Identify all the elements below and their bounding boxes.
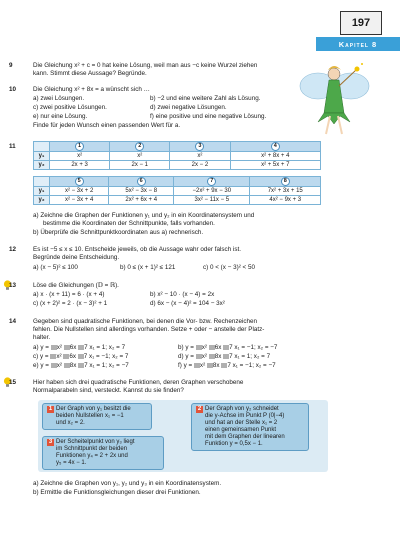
subtask-equation: a) y = x² 6x 7 x₁ = 1; x₂ = 7 (33, 344, 126, 351)
subtask: e) nur eine Lösung. (33, 113, 88, 120)
table-head: 1 (50, 142, 110, 152)
table-cell: x² + 8x + 4 (230, 152, 320, 161)
table-head: 5 (50, 177, 109, 187)
task-number: 13 (9, 282, 17, 289)
subtask: a) Zeichne die Graphen der Funktionen y₁ und y₂ in ein Koordinatensystem und (33, 212, 255, 219)
table-cell: x² (50, 152, 110, 161)
subtask: bestimme die Koordinaten der Schnittpunkte, falls vorhanden. (43, 220, 215, 227)
task-number: 9 (9, 62, 13, 69)
table-cell: 4x² − 9x + 3 (250, 196, 321, 205)
task-text: fehlen. Die Nullstellen sind allerdings vorhanden. Setze + oder − anstelle der Platz- (33, 326, 265, 333)
fairy-illustration (296, 58, 372, 140)
row-label: y₁ (34, 187, 50, 196)
row-label: y₂ (34, 196, 50, 205)
subtask: b) x² − 10 · (x − 4) = 2x (150, 291, 215, 298)
table-cell: 3x² − 11x − 5 (174, 196, 250, 205)
table-corner (34, 142, 50, 152)
task-number: 10 (9, 86, 17, 93)
hint-badge: 1 (48, 406, 53, 412)
subtask: a) zwei Lösungen. (33, 95, 85, 102)
task-text: Es ist −5 ≤ x ≤ 10. Entscheide jeweils, ob die Aussage wahr oder falsch ist. (33, 246, 241, 253)
task-text: Normalparabeln sind, versteckt. Kannst du sie finden? (33, 387, 184, 394)
table-cell: 7x² + 3x + 15 (250, 187, 321, 196)
table-cell: 2x + 3 (50, 161, 110, 170)
table-head: 6 (109, 177, 174, 187)
task-text: halter. (33, 334, 51, 341)
table-cell: 2x − 1 (110, 161, 170, 170)
task-number: 15 (9, 379, 17, 386)
subtask: c) 0 < (x − 3)² < 50 (203, 264, 255, 271)
task-text: Finde für jeden Wunsch einen passenden Wert für a. (33, 122, 181, 129)
task-text: Löse die Gleichungen (𝔻 = ℝ). (33, 282, 119, 289)
subtask: d) zwei negative Lösungen. (150, 104, 227, 111)
hint-badge: 3 (48, 439, 53, 445)
table-cell: x² + 5x + 7 (230, 161, 320, 170)
task-number: 14 (9, 318, 17, 325)
hint-card-3: 3 Der Scheitelpunkt von y₃ liegt im Schnittpunkt der beiden Funktionen y₄ = 2 + 2x und y₅ = 4x − 1. (42, 436, 164, 470)
subtask-equation: d) y = x² 8x 7 x₁ = 1; x₂ = 7 (178, 353, 271, 360)
subtask: b) 0 ≤ (x + 1)² ≤ 121 (120, 264, 176, 271)
table-cell: 2x² + 6x + 4 (109, 196, 174, 205)
table-cell: x² (170, 152, 230, 161)
task-number: 12 (9, 246, 17, 253)
hint-badge: 2 (197, 406, 202, 412)
table-head: 2 (110, 142, 170, 152)
task-text: Gegeben sind quadratische Funktionen, bei denen die Vor- bzw. Rechenzeichen (33, 318, 258, 325)
table-head: 7 (174, 177, 250, 187)
subtask: a) Zeichne die Graphen von y₁, y₂ und y₃ in ein Koordinatensystem. (33, 480, 222, 487)
subtask-equation: e) y = x² 8x 7 x₁ = 1; x₂ = −7 (33, 362, 129, 369)
subtask: b) −2 und eine weitere Zahl als Lösung. (150, 95, 261, 102)
table-cell: 2x − 2 (170, 161, 230, 170)
subtask-equation: c) y = x² 6x 7 x₁ = −1; x₂ = 7 (33, 353, 129, 360)
row-label: y₁ (34, 152, 50, 161)
subtask: f) eine positive und eine negative Lösung. (150, 113, 267, 120)
hint-card-1: 1 Der Graph von y₁ besitzt die beiden Nullstellen x₁ = −1 und x₂ = 2. (42, 403, 152, 430)
table-head: 4 (230, 142, 320, 152)
subtask: d) 6x − (x − 4)² = 104 − 3x² (150, 300, 225, 307)
function-table-1 (33, 141, 321, 170)
task-text: Die Gleichung x² + 8x = a wünscht sich … (33, 86, 150, 93)
table-cell: x² − 3x + 4 (50, 196, 109, 205)
subtask: c) (x + 2)² = 2 · (x − 3)² + 1 (33, 300, 108, 307)
table-head: 8 (250, 177, 321, 187)
hint-card-2: 2 Der Graph von y₂ schneidet die y-Achse im Punkt P (0|−4) und hat an der Stelle x₁ = 2 einen gemeinsamen Punkt mit dem Graphen der linearen Funktion y = 0,5x − 1. (191, 403, 309, 451)
subtask: b) Überprüfe die Schnittpunktkoordinaten aus a) rechnerisch. (33, 229, 204, 236)
table-corner (34, 177, 50, 187)
subtask-equation: f) y = x² 8x 7 x₁ = −1; x₂ = −7 (178, 362, 276, 369)
task-text: Begründe deine Entscheidung. (33, 254, 120, 261)
task-text: Hier haben sich drei quadratische Funktionen, deren Graphen verschobene (33, 379, 244, 386)
row-label: y₂ (34, 161, 50, 170)
table-head: 3 (170, 142, 230, 152)
subtask: a) x · (x + 11) = 6 · (x + 4) (33, 291, 105, 298)
table-cell: −2x² + 9x − 30 (174, 187, 250, 196)
subtask: c) zwei positive Lösungen. (33, 104, 107, 111)
chapter-banner: Kapitel 8 (316, 37, 400, 51)
table-cell: x² − 3x + 2 (50, 187, 109, 196)
table-cell: 5x² − 3x − 8 (109, 187, 174, 196)
table-cell: x² (110, 152, 170, 161)
function-table-2 (33, 176, 321, 205)
task-text: kann. Stimmt diese Aussage? Begründe. (33, 70, 147, 77)
subtask: b) Ermittle die Funktionsgleichungen dieser drei Funktionen. (33, 489, 201, 496)
subtask: a) (x − 5)² ≤ 100 (33, 264, 78, 271)
subtask-equation: b) y = x² 6x 7 x₁ = −1; x₂ = −7 (178, 344, 278, 351)
task-text: Die Gleichung x² + c = 0 hat keine Lösung, weil man aus −c keine Wurzel ziehen (33, 62, 258, 69)
page-number: 197 (340, 11, 382, 35)
task-number: 11 (9, 143, 16, 150)
